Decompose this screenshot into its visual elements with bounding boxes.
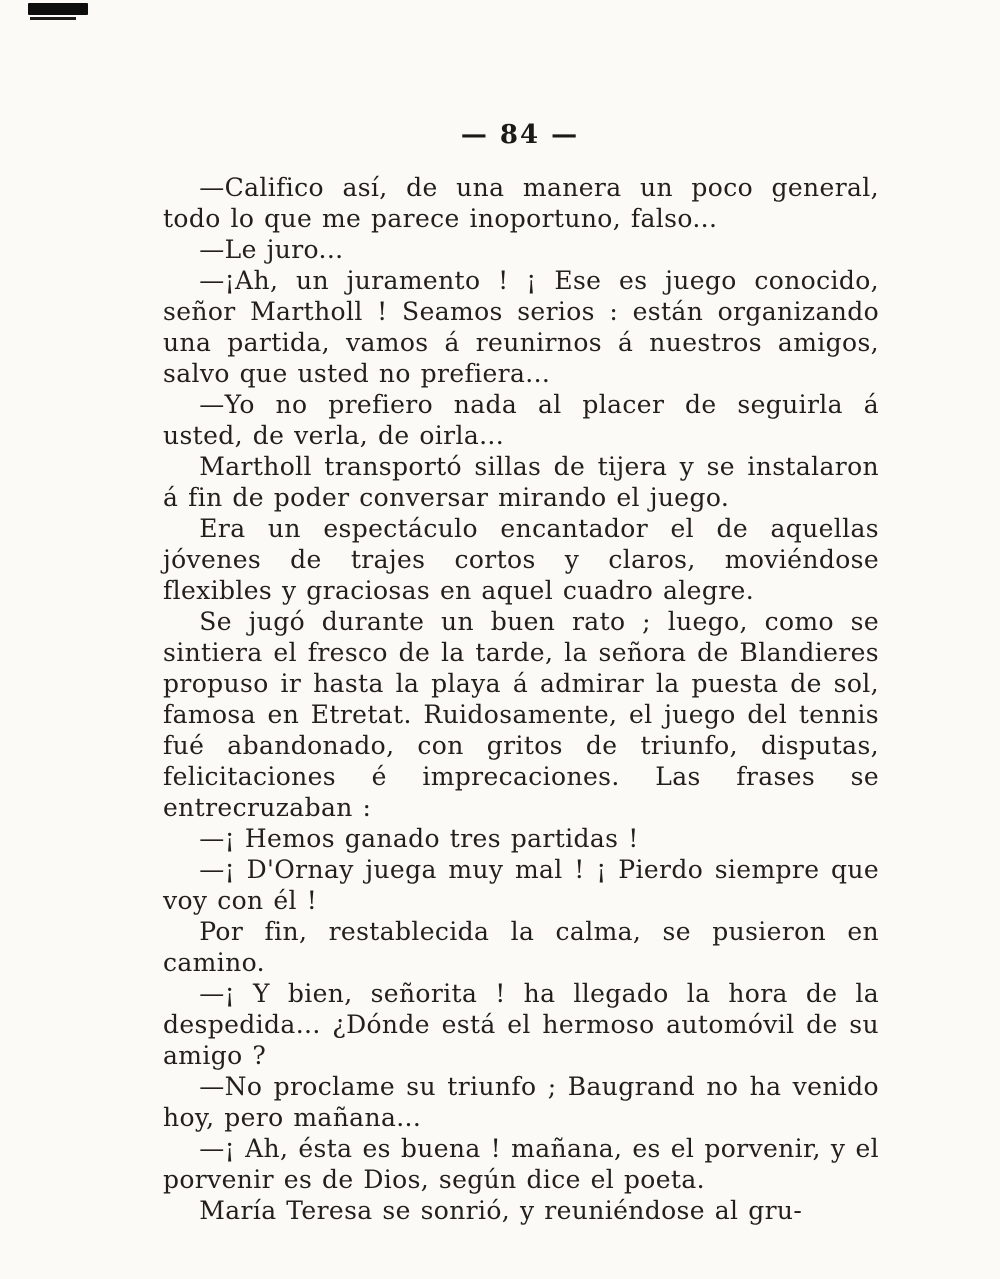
paragraph: —Le juro... xyxy=(199,235,344,264)
ink-smudge-artifact xyxy=(28,3,88,15)
paragraph: —¡ D'Ornay juega muy mal ! ¡ Pierdo siempre que voy con él ! xyxy=(163,855,879,915)
paragraph: Martholl transportó sillas de tijera y se instalaron á fin de poder conversar mirando el juego. xyxy=(163,452,879,512)
paragraph: —¡ Y bien, señorita ! ha llegado la hora de la despedida... ¿Dónde está el hermoso automóvil de su amigo ? xyxy=(163,979,879,1070)
paragraph: —No proclame su triunfo ; Baugrand no ha venido hoy, pero mañana... xyxy=(163,1072,879,1132)
page-text-block xyxy=(163,172,879,1226)
paragraph: María Teresa se sonrió, y reuniéndose al gru- xyxy=(199,1196,803,1225)
paragraph: Era un espectáculo encantador el de aquellas jóvenes de trajes cortos y claros, moviéndose flexibles y graciosas en aquel cuadro alegre. xyxy=(163,514,879,605)
paragraph: Por fin, restablecida la calma, se pusieron en camino. xyxy=(163,917,879,977)
paragraph: —Yo no prefiero nada al placer de seguirla á usted, de verla, de oirla... xyxy=(163,390,879,450)
paragraph: —¡Ah, un juramento ! ¡ Ese es juego conocido, señor Martholl ! Seamos serios : están organizando una partida, vamos á reunirnos á nuestros amigos, salvo que usted no prefiera... xyxy=(163,266,879,388)
paragraph: —¡ Ah, ésta es buena ! mañana, es el porvenir, y el porvenir es de Dios, según dice el poeta. xyxy=(163,1134,879,1194)
paragraph: —Califico así, de una manera un poco general, todo lo que me parece inoportuno, falso... xyxy=(163,173,879,233)
ink-smudge-line xyxy=(30,17,76,20)
paragraph: Se jugó durante un buen rato ; luego, como se sintiera el fresco de la tarde, la señora de Blandieres propuso ir hasta la playa á admirar la puesta de sol, famosa en Etretat. Ruidosamente, el juego del tennis fué abandonado, con gritos de triunfo, disputas, felicitaciones é imprecaciones. Las frases se entrecruzaban : xyxy=(163,607,879,822)
page-number: — 84 — xyxy=(460,120,580,150)
paragraph: —¡ Hemos ganado tres partidas ! xyxy=(199,824,639,853)
